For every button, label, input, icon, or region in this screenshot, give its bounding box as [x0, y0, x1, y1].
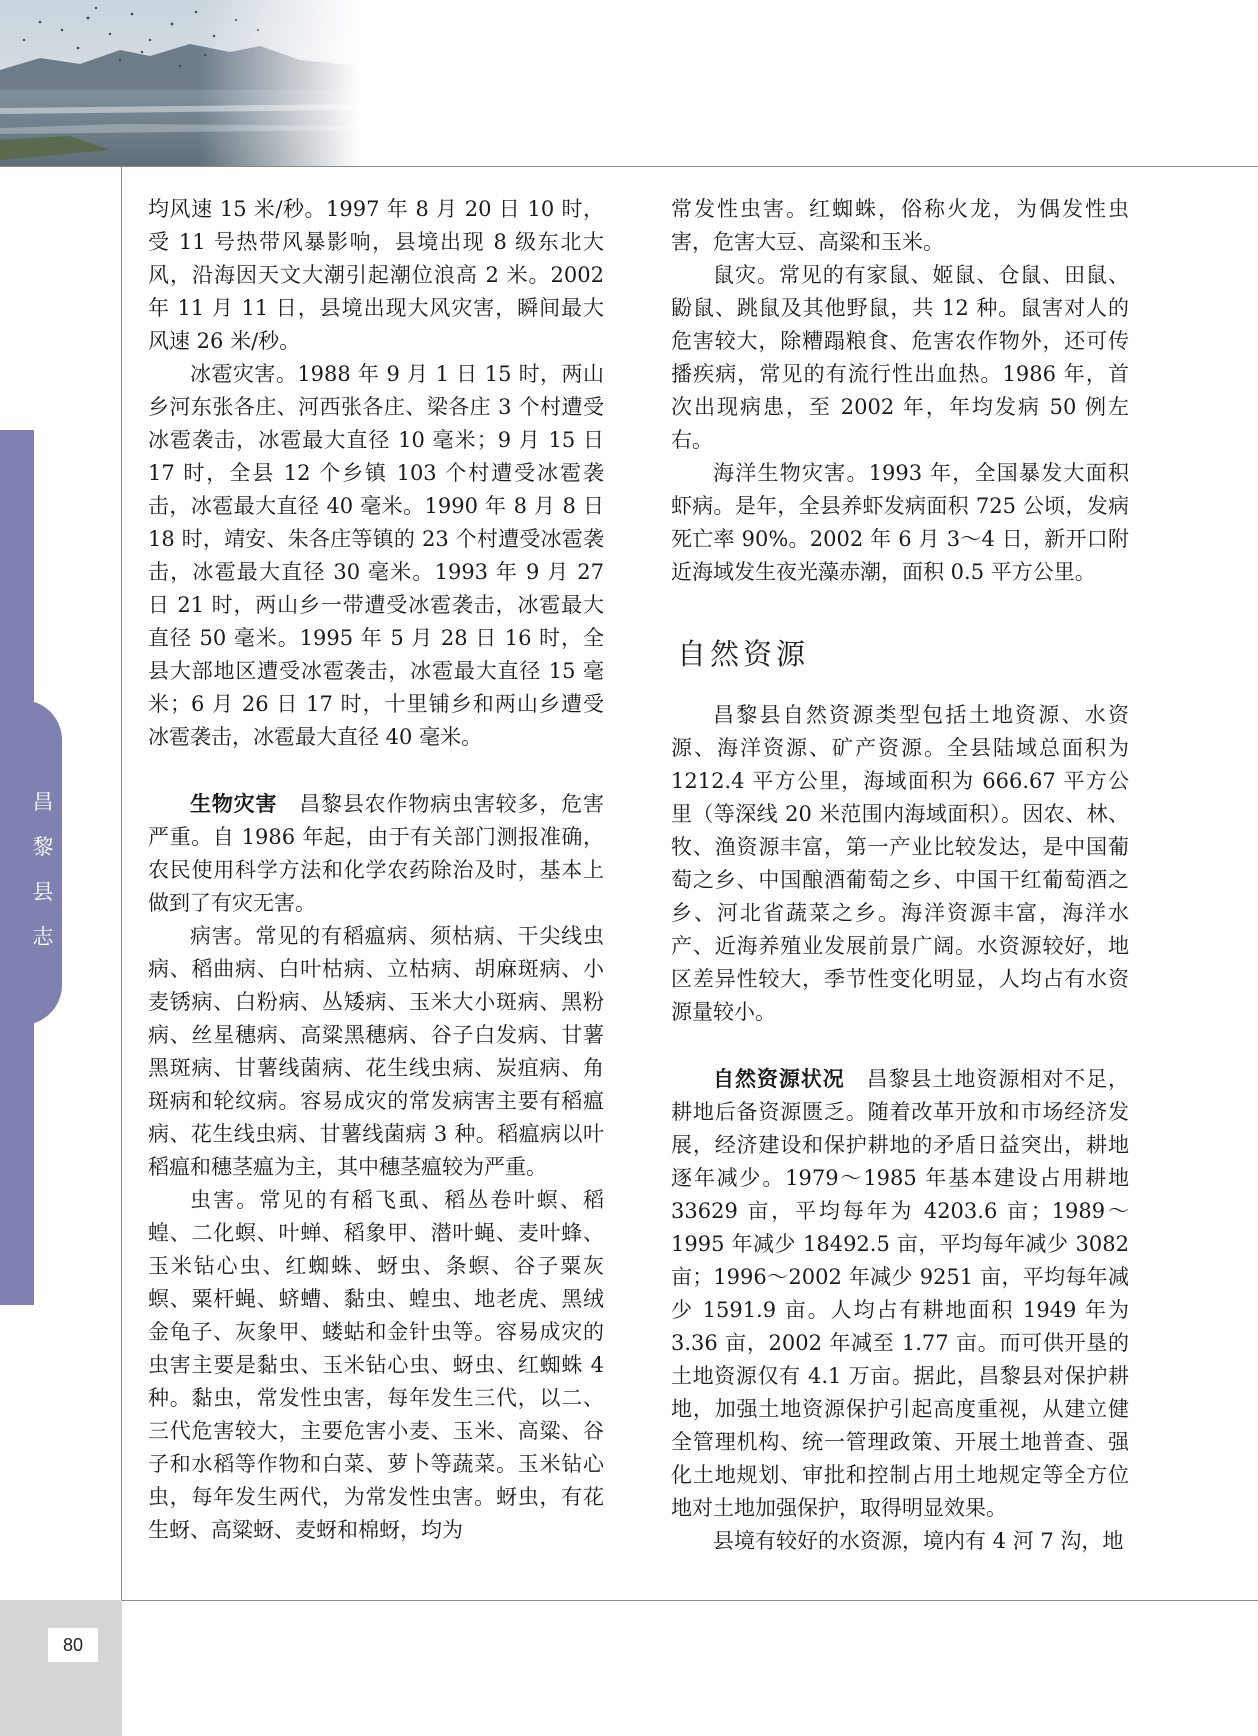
- left-column: [148, 193, 604, 1547]
- paragraph-water-resources: 县境有较好的水资源，境内有 4 河 7 沟，地: [713, 1529, 1124, 1553]
- book-title-char: 昌: [32, 790, 54, 814]
- paragraph-biological-disasters: [148, 787, 604, 920]
- book-title-vertical: [32, 780, 54, 960]
- paragraph-wind-continued: 均风速 15 米/秒。1997 年 8 月 20 日 10 时，受 11 号热带风暴影响，县境出现 8 级东北大风，沿海因天文大潮引起潮位浪高 2 米。2002 年 11 月 11 日，县境出现大风灾害，瞬间最大风速 26 米/秒。: [148, 197, 604, 353]
- footer-band: [0, 1600, 122, 1736]
- book-title-char: 黎: [32, 835, 54, 859]
- paragraph-hail: 冰雹灾害。1988 年 9 月 1 日 15 时，两山乡河东张各庄、河西张各庄、梁各庄 3 个村遭受冰雹袭击，冰雹最大直径 10 毫米；9 月 15 日 17 时，全县 12 个乡镇 103 个村遭受冰雹袭击，冰雹最大直径 40 毫米。1990 年 8 月 8 日 18 时，靖安、朱各庄等镇的 23 个村遭受冰雹袭击，冰雹最大直径 30 毫米。1993 年 9 月 27 日 21 时，两山乡一带遭受冰雹袭击，冰雹最大直径 50 毫米。1995 年 5 月 28 日 16 时，全县大部地区遭受冰雹袭击，冰雹最大直径 15 毫米；6 月 26 日 17 时，十里铺乡和两山乡遭受冰雹袭击，冰雹最大直径 40 毫米。: [148, 362, 604, 749]
- spacer: [148, 754, 604, 787]
- header-rule: [0, 166, 1258, 167]
- header-photo: [0, 0, 360, 166]
- right-column: [671, 193, 1129, 1558]
- paragraph-diseases: 病害。常见的有稻瘟病、须枯病、干尖线虫病、稻曲病、白叶枯病、立枯病、胡麻斑病、小麦锈病、白粉病、丛矮病、玉米大小斑病、黑粉病、丝星穗病、高粱黑穗病、谷子白发病、甘薯黑斑病、甘薯线菌病、花生线虫病、炭疽病、角斑病和轮纹病。容易成灾的常发病害主要有稻瘟病、花生线虫病、甘薯线菌病 3 种。稻瘟病以叶稻瘟和穗茎瘟为主，其中穗茎瘟较为严重。: [148, 924, 604, 1179]
- section-title: 自然资源: [677, 637, 810, 671]
- paragraph-rodents: 鼠灾。常见的有家鼠、姬鼠、仓鼠、田鼠、鼢鼠、跳鼠及其他野鼠，共 12 种。鼠害对人的危害较大，除糟蹋粮食、危害农作物外，还可传播疾病，常见的有流行性出血热。1986 年，首次出现病患，至 2002 年，年均发病 50 例左右。: [671, 263, 1129, 452]
- spacer: [671, 1029, 1129, 1062]
- subheading-biological-disasters: 生物灾害: [190, 791, 278, 816]
- paragraph-marine-disasters: 海洋生物灾害。1993 年，全国暴发大面积虾病。是年，全县养虾发病面积 725 公顷，发病死亡率 90%。2002 年 6 月 3～4 日，新开口附近海域发生夜光藻赤潮，面积 0.5 平方公里。: [671, 461, 1129, 584]
- book-title-char: 志: [32, 925, 54, 949]
- spacer: [671, 589, 1129, 619]
- paragraph-text: 昌黎县农作物病虫害较多，危害严重。自 1986 年起，由于有关部门测报准确，农民使用科学方法和化学农药除治及时，基本上做到了有灾无害。: [148, 792, 605, 915]
- book-title-char: 县: [32, 880, 54, 904]
- subheading-resource-status: 自然资源状况: [713, 1066, 845, 1091]
- footer-rule: [122, 1600, 1258, 1601]
- page-number: 80: [48, 1628, 98, 1662]
- paragraph-pests: 虫害。常见的有稻飞虱、稻丛卷叶螟、稻蝗、二化螟、叶蝉、稻象甲、潜叶蝇、麦叶蜂、玉米钻心虫、红蜘蛛、蚜虫、条螟、谷子粟灰螟、粟杆蝇、蛴螬、黏虫、蝗虫、地老虎、黑绒金龟子、灰象甲、蝼蛄和金针虫等。容易成灾的虫害主要是黏虫、玉米钻心虫、蚜虫、红蜘蛛 4 种。黏虫，常发性虫害，每年发生三代，以二、三代危害较大，主要危害小麦、玉米、高粱、谷子和水稻等作物和白菜、萝卜等蔬菜。玉米钻心虫，每年发生两代，为常发性虫害。蚜虫，有花生蚜、高粱蚜、麦蚜和棉蚜，均为: [148, 1188, 604, 1542]
- paragraph-pests-continued: 常发性虫害。红蜘蛛，俗称火龙，为偶发性虫害，危害大豆、高粱和玉米。: [671, 197, 1129, 254]
- paragraph-text: 昌黎县土地资源相对不足，耕地后备资源匮乏。随着改革开放和市场经济发展，经济建设和保护耕地的矛盾日益突出，耕地逐年减少。1979～1985 年基本建设占用耕地 33629 亩，平均每年为 4203.6 亩；1989～1995 年减少 18492.5 亩，平均每年减少 3082 亩；1996～2002 年减少 9251 亩，平均每年减少 1591.9 亩。人均占有耕地面积 1949 年为 3.36 亩，2002 年减至 1.77 亩。而可供开垦的土地资源仅有 4.1 万亩。据此，昌黎县对保护耕地，加强土地资源保护引起高度重视，从建立健全管理机构、统一管理政策、开展土地普查、强化土地规划、审批和控制占用土地规定等全方位地对土地加强保护，取得明显效果。: [671, 1067, 1130, 1520]
- paragraph-natural-resources-overview: 昌黎县自然资源类型包括土地资源、水资源、海洋资源、矿产资源。全县陆域总面积为 1212.4 平方公里，海域面积为 666.67 平方公里（等深线 20 米范围内海域面积）。因农、林、牧、渔资源丰富，第一产业比较发达，是中国葡萄之乡、中国酿酒葡萄之乡、中国干红葡萄酒之乡、河北省蔬菜之乡。海洋资源丰富，海洋水产、近海养殖业发展前景广阔。水资源较好，地区差异性较大，季节性变化明显，人均占有水资源量较小。: [671, 703, 1129, 1024]
- paragraph-resource-status: [671, 1062, 1129, 1525]
